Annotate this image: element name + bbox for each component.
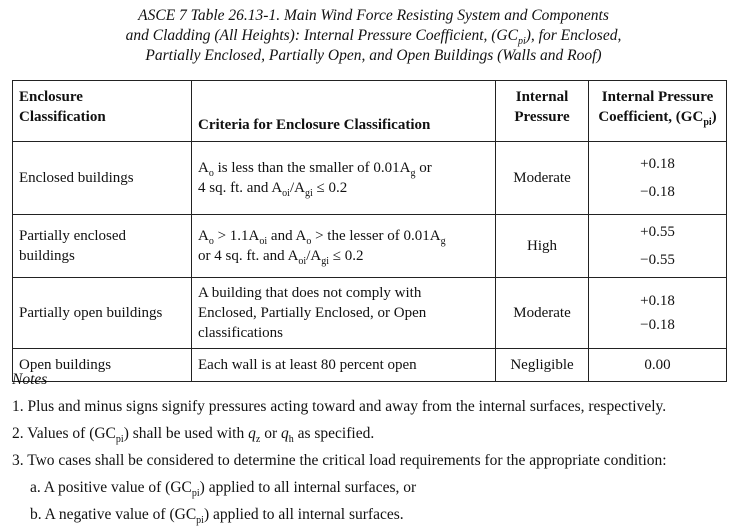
pressure-cell: High <box>496 215 589 278</box>
criteria-cell: $A_o$ is less than the smaller of $0.01A_g$ or 4 sq. ft. and $A_{oi}/A_{gi} \le 0.2$ <box>192 142 496 215</box>
note-3: 3. Two cases shall be considered to determine the critical load requirements for the appropriate condition: <box>12 452 667 469</box>
pressure-cell: Negligible <box>496 349 589 382</box>
table-caption <box>0 6 747 66</box>
note-3b: b. A negative value of $(GC_{pi})$ applied to all internal surfaces. <box>30 506 404 527</box>
caption-line-1: ASCE 7 Table 26.13-1. Main Wind Force Resisting System and Components <box>138 7 609 24</box>
header-internal-pressure: Internal Pressure <box>496 81 589 142</box>
criteria-cell: Each wall is at least 80 percent open <box>192 349 496 382</box>
classification-cell: Open buildings <box>13 349 192 382</box>
table-row <box>13 215 727 278</box>
note-1: 1. Plus and minus signs signify pressures acting toward and away from the internal surfaces, respectively. <box>12 398 667 415</box>
caption-line-3: Partially Enclosed, Partially Open, and Open Buildings (Walls and Roof) <box>145 47 602 64</box>
table-row <box>13 278 727 349</box>
header-criteria: Criteria for Enclosure Classification <box>192 81 496 142</box>
criteria-cell: $A_o > 1.1A_{oi}$ and $A_o$ > the lesser of $0.01A_g$ or 4 sq. ft. and $A_{oi}/A_{gi} \le 0.2$ <box>192 215 496 278</box>
pressure-cell: Moderate <box>496 278 589 349</box>
note-2: 2. Values of $(GC_{pi})$ shall be used with $q_z$ or $q_h$ as specified. <box>12 425 375 446</box>
classification-cell: Partially enclosed buildings <box>13 215 192 278</box>
pressure-cell: Moderate <box>496 142 589 215</box>
coefficient-cell: +0.18 −0.18 <box>589 278 727 349</box>
header-enclosure-classification: Enclosure Classification <box>13 81 192 142</box>
coefficient-cell: +0.55 −0.55 <box>589 215 727 278</box>
caption-line-2: and Cladding (All Heights): Internal Pressure Coefficient, $(GC_{pi})$, for Enclosed, <box>125 27 622 48</box>
coefficient-cell: 0.00 <box>589 349 727 382</box>
table-row <box>13 142 727 215</box>
coefficient-cell: +0.18 −0.18 <box>589 142 727 215</box>
note-3a: a. A positive value of $(GC_{pi})$ applied to all internal surfaces, or <box>30 479 417 500</box>
notes-title: Notes <box>12 371 48 388</box>
notes-section <box>12 366 732 528</box>
table-header-row <box>13 81 727 142</box>
classification-cell: Enclosed buildings <box>13 142 192 215</box>
enclosure-classification-table <box>12 80 727 382</box>
header-internal-pressure-coefficient: Internal Pressure Coefficient, $(GC_{pi})$ <box>589 81 727 142</box>
classification-cell: Partially open buildings <box>13 278 192 349</box>
criteria-cell: A building that does not comply with Enclosed, Partially Enclosed, or Open classifications <box>192 278 496 349</box>
